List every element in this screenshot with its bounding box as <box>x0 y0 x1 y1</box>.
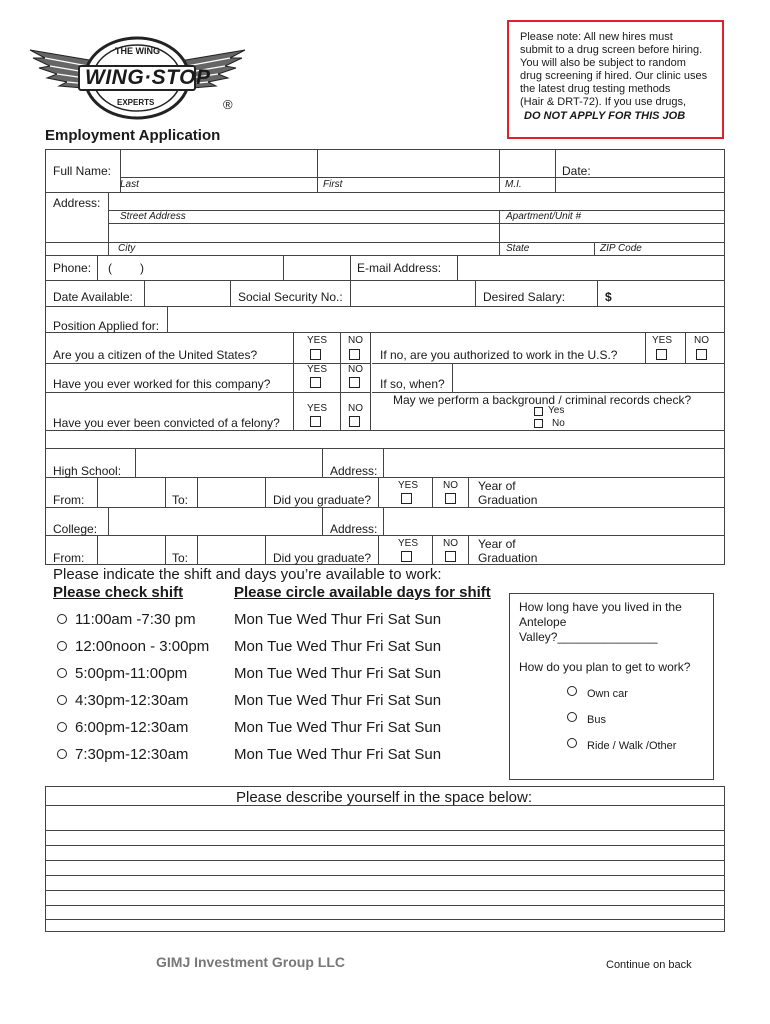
high-school-from-label: From: <box>53 493 85 507</box>
middle-initial-field[interactable] <box>500 150 554 176</box>
circle-days-heading: Please circle available days for shift <box>234 584 491 601</box>
shift-days[interactable]: Mon Tue Wed Thur Fri Sat Sun <box>234 638 442 655</box>
notice-line: the latest drug testing methods <box>520 83 671 95</box>
transport-option: Own car <box>587 688 628 700</box>
hs-grad-no-header: NO <box>443 480 458 491</box>
college-year-of-label: Year of <box>478 537 516 551</box>
when-field[interactable] <box>453 364 724 391</box>
apartment-caption: Apartment/Unit # <box>506 211 582 222</box>
hs-grad-no-checkbox[interactable] <box>445 493 456 504</box>
shift-radio[interactable] <box>57 722 67 732</box>
high-school-field[interactable] <box>136 449 321 476</box>
shift-days[interactable]: Mon Tue Wed Thur Fri Sat Sun <box>234 665 442 682</box>
transport-option: Bus <box>587 714 606 726</box>
when-label: If so, when? <box>380 377 445 391</box>
shift-radio[interactable] <box>57 695 67 705</box>
address-label: Address: <box>53 196 101 210</box>
shift-radio[interactable] <box>57 614 67 624</box>
logo-arc-top: THE WING <box>115 46 160 56</box>
college-from-label: From: <box>53 551 85 565</box>
worked-yes-checkbox[interactable] <box>310 377 321 388</box>
hs-graduation-label: Graduation <box>478 493 538 507</box>
full-name-label: Full Name: <box>53 164 112 178</box>
transport-radio[interactable] <box>567 686 577 696</box>
ssn-label: Social Security No.: <box>238 290 343 304</box>
shift-radio[interactable] <box>57 641 67 651</box>
college-field[interactable] <box>109 508 321 534</box>
zip-caption: ZIP Code <box>600 243 642 254</box>
citizen-yes-header: YES <box>307 335 328 346</box>
high-school-to-field[interactable] <box>198 478 264 506</box>
high-school-from-field[interactable] <box>98 478 164 506</box>
position-field[interactable] <box>168 307 724 331</box>
transport-question: How do you plan to get to work? <box>519 660 691 674</box>
page-title: Employment Application <box>45 127 221 144</box>
residence-question: Antelope <box>519 615 567 629</box>
shift-radio[interactable] <box>57 749 67 759</box>
notice-line: submit to a drug screen before hiring. <box>520 44 703 56</box>
state-caption: State <box>506 243 530 254</box>
date-available-field[interactable] <box>145 281 229 305</box>
high-school-address-label: Address: <box>330 464 378 478</box>
street-address-field[interactable] <box>109 193 724 209</box>
notice-line: Please note: All new hires must <box>520 31 673 43</box>
shift-days[interactable]: Mon Tue Wed Thur Fri Sat Sun <box>234 692 442 709</box>
registered-mark: ® <box>223 97 233 112</box>
shift-radio[interactable] <box>57 668 67 678</box>
first-name-field[interactable] <box>318 150 498 176</box>
company-name: GIMJ Investment Group LLC <box>156 954 346 970</box>
background-no-checkbox[interactable] <box>534 419 543 428</box>
background-question: May we perform a background / criminal records check? <box>393 393 692 407</box>
felony-question: Have you ever been convicted of a felony? <box>53 416 280 430</box>
date-available-label: Date Available: <box>53 290 133 304</box>
describe-box[interactable] <box>45 786 725 932</box>
background-no-label: No <box>552 418 565 429</box>
last-name-caption: Last <box>120 179 139 190</box>
last-name-field[interactable] <box>121 150 316 176</box>
phone-label: Phone: <box>53 261 92 275</box>
notice-emphasis: DO NOT APPLY FOR THIS JOB <box>524 110 686 122</box>
notice-line: drug screening if hired. Our clinic uses <box>520 70 708 82</box>
worked-question: Have you ever worked for this company? <box>53 377 271 391</box>
citizen-no-checkbox[interactable] <box>349 349 360 360</box>
phone-paren-open: ( <box>108 261 112 275</box>
hs-grad-yes-header: YES <box>398 480 419 491</box>
high-school-to-label: To: <box>172 493 189 507</box>
transport-option: Ride / Walk /Other <box>587 740 677 752</box>
felony-no-header: NO <box>348 403 363 414</box>
college-graduate-question: Did you graduate? <box>273 551 372 565</box>
residence-question: How long have you lived in the <box>519 600 682 614</box>
street-address-caption: Street Address <box>120 211 186 222</box>
desired-salary-label: Desired Salary: <box>483 290 566 304</box>
authorized-no-header: NO <box>694 335 709 346</box>
shift-option: 11:00am -7:30 pm <box>75 611 196 628</box>
college-label: College: <box>53 522 98 536</box>
shift-option: 6:00pm-12:30am <box>75 719 189 736</box>
college-graduation-label: Graduation <box>478 551 538 565</box>
notice-line: You will also be subject to random <box>520 57 686 69</box>
authorized-yes-checkbox[interactable] <box>656 349 667 360</box>
shift-option: 5:00pm-11:00pm <box>75 665 188 682</box>
shift-days[interactable]: Mon Tue Wed Thur Fri Sat Sun <box>234 746 442 763</box>
background-yes-checkbox[interactable] <box>534 407 543 416</box>
college-grad-no-checkbox[interactable] <box>445 551 456 562</box>
worked-no-checkbox[interactable] <box>349 377 360 388</box>
shift-option: 12:00noon - 3:00pm <box>75 638 210 655</box>
date-label: Date: <box>562 164 591 178</box>
citizen-no-header: NO <box>348 335 363 346</box>
authorized-question: If no, are you authorized to work in the U.S.? <box>380 348 618 362</box>
high-school-graduate-question: Did you graduate? <box>273 493 372 507</box>
describe-heading: Please describe yourself in the space below: <box>236 789 533 806</box>
citizen-question: Are you a citizen of the United States? <box>53 348 258 362</box>
city-caption: City <box>118 243 136 254</box>
college-to-label: To: <box>172 551 189 565</box>
check-shift-heading: Please check shift <box>53 584 184 601</box>
worked-yes-header: YES <box>307 364 328 375</box>
college-address-field[interactable] <box>384 508 724 534</box>
worked-no-header: NO <box>348 364 363 375</box>
felony-no-checkbox[interactable] <box>349 416 360 427</box>
felony-yes-header: YES <box>307 403 328 414</box>
logo-arc-bottom: EXPERTS <box>117 98 155 107</box>
first-name-caption: First <box>323 179 343 190</box>
college-grad-yes-header: YES <box>398 538 419 549</box>
college-address-label: Address: <box>330 522 378 536</box>
background-yes-label: Yes <box>548 405 565 416</box>
shift-days[interactable]: Mon Tue Wed Thur Fri Sat Sun <box>234 611 442 628</box>
continue-on-back: Continue on back <box>606 959 692 971</box>
middle-initial-caption: M.I. <box>505 179 522 190</box>
shift-option: 7:30pm-12:30am <box>75 746 189 763</box>
felony-yes-checkbox[interactable] <box>310 416 321 427</box>
authorized-yes-header: YES <box>652 335 673 346</box>
hs-grad-yes-checkbox[interactable] <box>401 493 412 504</box>
logo-name: WING·STOP <box>85 66 211 89</box>
high-school-label: High School: <box>53 464 122 478</box>
email-field[interactable] <box>458 256 724 279</box>
position-label: Position Applied for: <box>53 319 160 333</box>
email-label: E-mail Address: <box>357 261 442 275</box>
phone-paren-close: ) <box>140 261 144 275</box>
currency-symbol: $ <box>605 290 612 304</box>
college-grad-no-header: NO <box>443 538 458 549</box>
college-to-field[interactable] <box>198 536 264 564</box>
transport-radio[interactable] <box>567 712 577 722</box>
shift-days[interactable]: Mon Tue Wed Thur Fri Sat Sun <box>234 719 442 736</box>
hs-year-of-label: Year of <box>478 479 516 493</box>
notice-line: (Hair & DRT-72). If you use drugs, <box>520 96 687 108</box>
high-school-address-field[interactable] <box>384 449 724 476</box>
wingstop-logo <box>25 28 250 120</box>
shift-option: 4:30pm-12:30am <box>75 692 189 709</box>
transport-radio[interactable] <box>567 738 577 748</box>
shift-intro: Please indicate the shift and days you’re available to work: <box>53 566 442 583</box>
desired-salary-field[interactable] <box>616 281 724 305</box>
residence-question: Valley?_______________ <box>519 630 658 644</box>
college-from-field[interactable] <box>98 536 164 564</box>
ssn-field[interactable] <box>351 281 474 305</box>
college-grad-yes-checkbox[interactable] <box>401 551 412 562</box>
city-field[interactable] <box>109 224 498 241</box>
authorized-no-checkbox[interactable] <box>696 349 707 360</box>
citizen-yes-checkbox[interactable] <box>310 349 321 360</box>
phone-field[interactable] <box>98 256 282 279</box>
